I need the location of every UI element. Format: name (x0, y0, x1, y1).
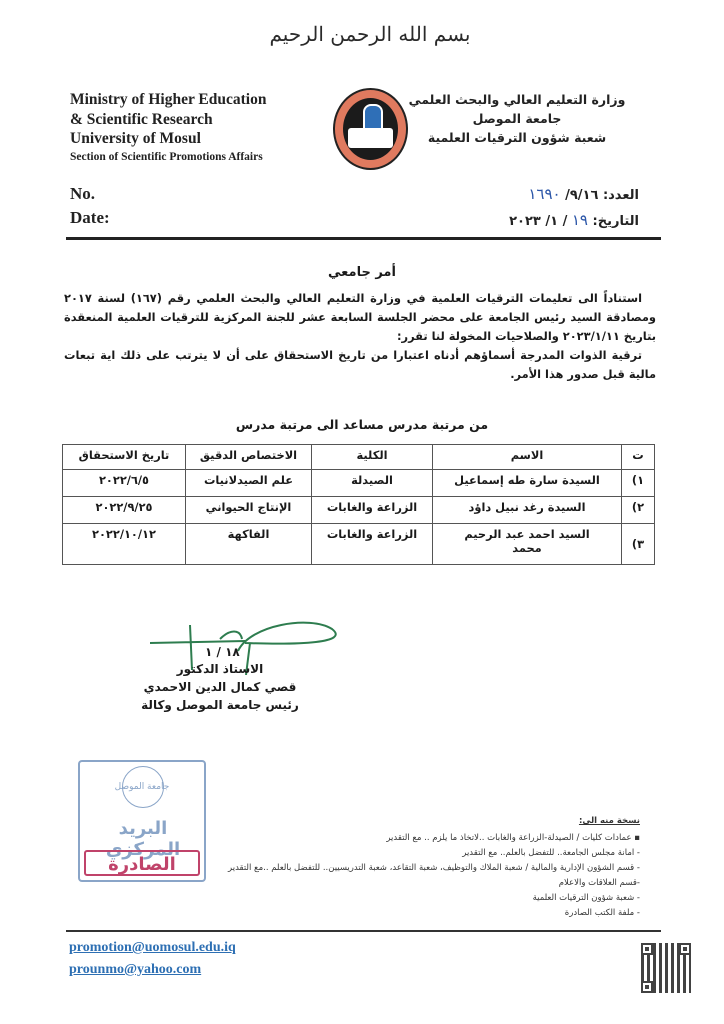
footer-divider (66, 930, 661, 932)
date-month-year: / ١/ ٢٠٢٣ (509, 214, 568, 229)
table-row (63, 497, 655, 524)
header-specialization: الاختصاص الدقيق (186, 445, 312, 470)
university-logo-icon (333, 88, 408, 170)
row-college: الزراعة والغابات (312, 524, 433, 565)
signatory-position: رئيس جامعة الموصل وكالة (141, 698, 299, 712)
number-label-ar: العدد: (602, 188, 639, 203)
header-divider (66, 237, 661, 240)
table-row (63, 470, 655, 497)
row-specialization: علم الصيدلانيات (186, 470, 312, 497)
signatory-name: قصي كمال الدين الاحمدي (143, 680, 297, 694)
row-index: ١) (622, 470, 655, 497)
order-title: أمر جامعي (328, 265, 396, 280)
table-row (63, 524, 655, 565)
row-college: الصيدلة (312, 470, 433, 497)
english-letterhead (70, 90, 266, 166)
number-prefix: ٩/١٦/ (565, 188, 599, 203)
section-name-ar: شعبة شؤون الترقيات العلمية (427, 130, 607, 145)
reference-labels-en (70, 182, 110, 230)
copies-label: نسخة منه الى: (578, 816, 640, 826)
row-name: السيد احمد عبد الرحيم محمد (433, 524, 622, 565)
copy-item: - ملفة الكتب الصادرة (564, 908, 640, 918)
row-due-date: ٢٠٢٢/١٠/١٢ (63, 524, 186, 565)
ministry-name-en: Ministry of Higher Education (70, 91, 267, 108)
ministry-name-ar: وزارة التعليم العالي والبحث العلمي (408, 92, 626, 107)
row-due-date: ٢٠٢٢/٦/٥ (63, 470, 186, 497)
order-body (64, 289, 656, 384)
copy-item: - قسم الشؤون الإدارية والمالية / شعبة الملاك والتوظيف، شعبة التقاعد، شعبة التدريسيين.. للتفضل بالعلم ..مع التقدير (228, 863, 640, 873)
reference-labels-ar (509, 182, 639, 234)
copies-list (170, 814, 640, 921)
stamp-outgoing-text: الصادرة (84, 850, 200, 876)
number-label-en: No. (70, 184, 96, 203)
date-label-en: Date: (70, 208, 110, 227)
copy-item: ▪ عمادات كليات / الصيدلة-الزراعة والغابات ..لاتخاذ ما يلزم .. مع التقدير (386, 833, 640, 843)
stamp-middle-text: البريد المركزي (105, 818, 181, 860)
date-day-handwritten: ١٩ (571, 211, 588, 229)
signatory-block (120, 660, 320, 714)
order-paragraph-2: ترقية الذوات المدرجة أسماؤهم أدناه اعتبارا من تاريخ الاستحقاق على أن لا يترتب على ذلك اية تبعات مالية قبل صدور هذا الأمر. (64, 348, 656, 381)
date-label-ar: التاريخ: (592, 214, 639, 229)
copy-item: - شعبة شؤون الترقيات العلمية (532, 893, 640, 903)
email-link-promotion[interactable]: promotion@uomosul.edu.iq (69, 940, 236, 955)
row-index: ٣) (622, 524, 655, 565)
row-name: السيدة رغد نبيل داؤد (433, 497, 622, 524)
university-name-ar: جامعة الموصل (472, 111, 562, 126)
university-name-en: University of Mosul (70, 130, 201, 147)
header-name: الاسم (433, 445, 622, 470)
number-handwritten: ١٦٩٠ (528, 185, 561, 203)
footer-contacts (69, 937, 236, 981)
arabic-letterhead (402, 90, 632, 147)
basmala: بسم الله الرحمن الرحيم (269, 22, 471, 46)
section-name-en: Section of Scientific Promotions Affairs (70, 150, 263, 163)
ministry-name-en-2: & Scientific Research (70, 110, 213, 128)
row-due-date: ٢٠٢٢/٩/٢٥ (63, 497, 186, 524)
promotions-table (62, 444, 655, 565)
signatory-title: الاستاذ الدكتور (176, 662, 264, 676)
copy-item: -قسم العلاقات والاعلام (558, 878, 640, 888)
row-name: السيدة سارة طه إسماعيل (433, 470, 622, 497)
header-college: الكلية (312, 445, 433, 470)
number-line-ar (509, 182, 639, 208)
stamp-arc-text: جامعة الموصل (114, 782, 170, 792)
header-index: ت (622, 445, 655, 470)
table-header-row (63, 445, 655, 470)
order-paragraph-1: استناداً الى تعليمات الترقيات العلمية في وزارة التعليم العالي والبحث العلمي رقم (١٦٧) لسنة ٢٠١٧ ومصادقة السيد رئيس الجامعة على محضر الجلسة السابعة عشر للجنة المركزية للترقيات العلمية المنعقدة بتاريخ ٢٠٢٣/١/١١ والصلاحيات المخولة لنا تقرر: (64, 291, 656, 343)
copy-item: - امانة مجلس الجامعة.. للتفضل بالعلم.. مع التقدير (462, 848, 640, 858)
row-specialization: الفاكهة (186, 524, 312, 565)
email-link-yahoo[interactable]: prounmo@yahoo.com (69, 962, 202, 977)
row-college: الزراعة والغابات (312, 497, 433, 524)
row-specialization: الإنتاج الحيواني (186, 497, 312, 524)
signature-date-handwritten: ١٨ / ١ (205, 645, 240, 659)
qr-code-icon (641, 943, 691, 993)
row-index: ٢) (622, 497, 655, 524)
date-line-ar (509, 208, 639, 234)
promotion-subtitle: من مرتبة مدرس مساعد الى مرتبة مدرس (235, 417, 489, 432)
header-due-date: تاريخ الاستحقاق (63, 445, 186, 470)
